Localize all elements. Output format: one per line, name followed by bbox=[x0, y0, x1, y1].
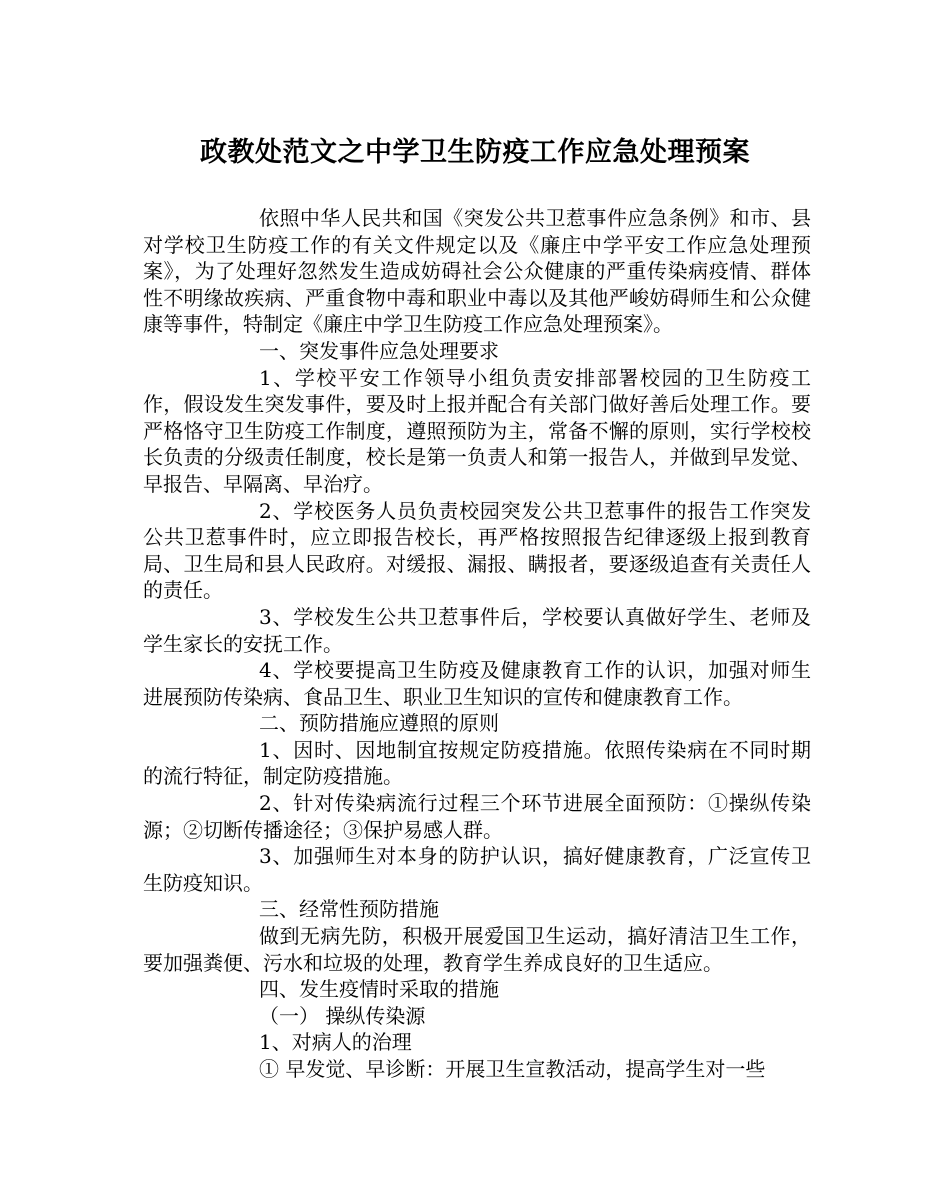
paragraph-1-2: 2、学校医务人员负责校园突发公共卫惹事件的报告工作突发公共卫惹事件时，应立即报告校长，再严格按照报告纪律逐级上报到教育局、卫生局和县人民政府。对缓报、漏报、瞒报者，要逐级追查有关责任人的责任。 bbox=[143, 498, 811, 603]
heading-section-3: 三、经常性预防措施 bbox=[259, 897, 439, 922]
paragraph-4-1-1: 1、对病人的治理 bbox=[259, 1030, 412, 1055]
heading-section-1: 一、突发事件应急处理要求 bbox=[259, 338, 499, 363]
paragraph-1-3: 3、学校发生公共卫惹事件后，学校要认真做好学生、老师及学生家长的安抚工作。 bbox=[143, 604, 811, 656]
paragraph-4-1-1-a: ① 早发觉、早诊断：开展卫生宣教活动，提高学生对一些 bbox=[259, 1057, 766, 1081]
paragraph-2-3: 3、加强师生对本身的防护认识，搞好健康教育，广泛宣传卫生防疫知识。 bbox=[143, 844, 811, 895]
subheading-4-1: （一） 操纵传染源 bbox=[259, 1003, 426, 1028]
paragraph-3-1: 做到无病先防，积极开展爱国卫生运动，搞好清洁卫生工作，要加强粪便、污水和垃圾的处理，教育学生养成良好的卫生适应。 bbox=[143, 924, 811, 975]
heading-section-2: 二、预防措施应遵照的原则 bbox=[259, 711, 499, 736]
paragraph-2-2: 2、针对传染病流行过程三个环节进展全面预防：①操纵传染源；②切断传播途径；③保护易感人群。 bbox=[143, 791, 811, 842]
paragraph-1-4: 4、学校要提高卫生防疫及健康教育工作的认识，加强对师生进展预防传染病、食品卫生、职业卫生知识的宣传和健康教育工作。 bbox=[143, 658, 811, 709]
document-body bbox=[143, 205, 811, 1083]
paragraph-intro: 依照中华人民共和国《突发公共卫惹事件应急条例》和市、县对学校卫生防疫工作的有关文件规定以及《廉庄中学平安工作应急处理预案》，为了处理好忽然发生造成妨碍社会公众健康的严重传染病疫情、群体性不明缘故疾病、严重食物中毒和职业中毒以及其他严峻妨碍师生和公众健康等事件，特制定《廉庄中学卫生防疫工作应急处理预案》。 bbox=[143, 206, 811, 337]
document-title: 政教处范文之中学卫生防疫工作应急处理预案 bbox=[200, 137, 750, 168]
paragraph-2-1: 1、因时、因地制宜按规定防疫措施。依照传染病在不同时期的流行特征，制定防疫措施。 bbox=[143, 737, 811, 789]
paragraph-1-1: 1、学校平安工作领导小组负责安排部署校园的卫生防疫工作，假设发生突发事件，要及时上报并配合有关部门做好善后处理工作。要严格恪守卫生防疫工作制度，遵照预防为主，常备不懈的原则，实行学校校长负责的分级责任制度，校长是第一负责人和第一报告人，并做到早发觉、早报告、早隔离、早治疗。 bbox=[143, 365, 811, 496]
heading-section-4: 四、发生疫情时采取的措施 bbox=[259, 977, 499, 1002]
